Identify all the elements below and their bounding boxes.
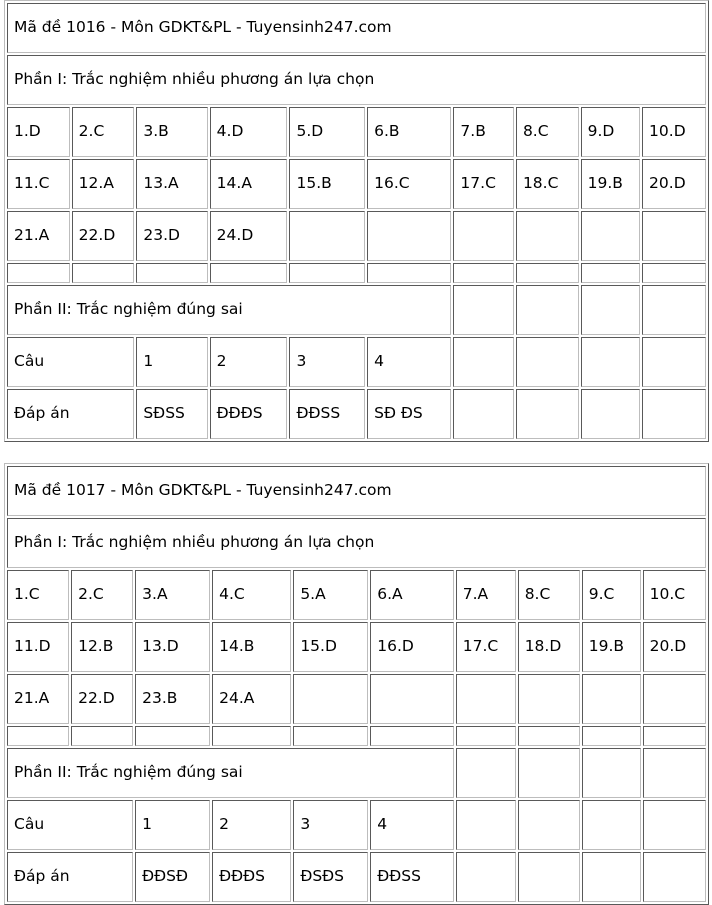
empty-cell	[453, 337, 514, 387]
empty-cell	[642, 389, 706, 439]
empty-cell	[642, 337, 706, 387]
true-false-answer: ĐĐSĐ	[135, 852, 210, 902]
empty-cell	[456, 748, 516, 798]
true-false-answer: ĐSĐS	[293, 852, 368, 902]
part2-label: Phần II: Trắc nghiệm đúng sai	[7, 748, 454, 798]
empty-cell	[643, 748, 706, 798]
answer-cell: 10.D	[642, 107, 706, 157]
empty-cell	[581, 337, 640, 387]
empty-cell	[518, 748, 580, 798]
true-false-answer: SĐ ĐS	[367, 389, 451, 439]
empty-cell	[453, 389, 514, 439]
part1-header-row	[7, 518, 706, 568]
empty-cell	[7, 263, 70, 283]
empty-cell	[518, 726, 580, 746]
answer-cell: 5.D	[289, 107, 365, 157]
answer-cell: 20.D	[643, 622, 706, 672]
answer-cell: 9.D	[581, 107, 640, 157]
part2-header-row	[7, 285, 706, 335]
answer-cell: 23.D	[136, 211, 207, 261]
answer-cell: 2.C	[71, 570, 133, 620]
answer-cell: 22.D	[72, 211, 135, 261]
empty-cell	[289, 263, 365, 283]
empty-cell	[516, 263, 579, 283]
answer-row	[7, 107, 706, 157]
table-title: Mã đề 1016 - Môn GDKT&PL - Tuyensinh247.com	[7, 3, 706, 53]
answer-cell	[367, 211, 451, 261]
answer-cell: 14.A	[210, 159, 288, 209]
answer-cell: 10.C	[643, 570, 706, 620]
part1-header-row	[7, 55, 706, 105]
empty-cell	[516, 285, 579, 335]
answer-cell: 12.A	[72, 159, 135, 209]
answer-cell: 17.C	[456, 622, 516, 672]
empty-cell	[643, 726, 706, 746]
title-row	[7, 466, 706, 516]
empty-cell	[453, 263, 514, 283]
answer-cell: 2.C	[72, 107, 135, 157]
empty-cell	[71, 726, 133, 746]
answer-cell: 23.B	[135, 674, 210, 724]
answer-cell: 15.B	[289, 159, 365, 209]
empty-cell	[456, 800, 516, 850]
empty-cell	[581, 263, 640, 283]
empty-cell	[210, 263, 288, 283]
question-label: Câu	[7, 800, 133, 850]
empty-cell	[135, 726, 210, 746]
answer-cell: 4.D	[210, 107, 288, 157]
empty-cell	[456, 726, 516, 746]
part1-label: Phần I: Trắc nghiệm nhiều phương án lựa chọn	[7, 518, 706, 568]
spacer-row	[7, 263, 706, 283]
answer-cell: 3.B	[136, 107, 207, 157]
answer-cell: 20.D	[642, 159, 706, 209]
answer-cell: 1.C	[7, 570, 69, 620]
answer-cell: 16.C	[367, 159, 451, 209]
answer-cell: 4.C	[212, 570, 291, 620]
answer-cell: 3.A	[135, 570, 210, 620]
answer-cell: 7.A	[456, 570, 516, 620]
answer-table-1016	[4, 0, 709, 442]
answer-cell: 5.A	[293, 570, 368, 620]
question-number: 4	[370, 800, 454, 850]
true-false-answer: ĐĐĐS	[212, 852, 291, 902]
true-false-answer: ĐĐSS	[370, 852, 454, 902]
empty-cell	[456, 852, 516, 902]
answer-label: Đáp án	[7, 389, 134, 439]
empty-cell	[136, 263, 207, 283]
answer-row	[7, 159, 706, 209]
answer-cell: 17.C	[453, 159, 514, 209]
answer-cell: 22.D	[71, 674, 133, 724]
question-number: 1	[135, 800, 210, 850]
answer-cell: 13.D	[135, 622, 210, 672]
answer-cell: 11.C	[7, 159, 70, 209]
empty-cell	[516, 337, 579, 387]
answer-cell: 6.A	[370, 570, 454, 620]
answer-cell: 11.D	[7, 622, 69, 672]
part1-label: Phần I: Trắc nghiệm nhiều phương án lựa chọn	[7, 55, 706, 105]
answer-cell: 6.B	[367, 107, 451, 157]
answer-cell	[642, 211, 706, 261]
empty-cell	[367, 263, 451, 283]
empty-cell	[582, 852, 641, 902]
empty-cell	[581, 389, 640, 439]
true-false-answer-row	[7, 852, 706, 902]
question-label: Câu	[7, 337, 134, 387]
answer-cell	[370, 674, 454, 724]
answer-table-1017	[4, 463, 709, 905]
answer-cell	[516, 211, 579, 261]
question-number: 2	[212, 800, 291, 850]
answer-cell: 18.C	[516, 159, 579, 209]
question-number: 4	[367, 337, 451, 387]
answer-cell: 1.D	[7, 107, 70, 157]
answer-cell	[582, 674, 641, 724]
empty-cell	[642, 263, 706, 283]
answer-cell	[643, 674, 706, 724]
answer-cell	[289, 211, 365, 261]
answer-row	[7, 674, 706, 724]
true-false-answer: SĐSS	[136, 389, 207, 439]
true-false-answer: ĐĐĐS	[210, 389, 288, 439]
answer-cell: 14.B	[212, 622, 291, 672]
empty-cell	[293, 726, 368, 746]
empty-cell	[581, 285, 640, 335]
answer-cell: 8.C	[518, 570, 580, 620]
question-row	[7, 337, 706, 387]
answer-cell	[581, 211, 640, 261]
answer-label: Đáp án	[7, 852, 133, 902]
empty-cell	[453, 285, 514, 335]
empty-cell	[7, 726, 69, 746]
true-false-answer-row	[7, 389, 706, 439]
title-row	[7, 3, 706, 53]
answer-cell: 8.C	[516, 107, 579, 157]
question-number: 3	[293, 800, 368, 850]
answer-row	[7, 622, 706, 672]
empty-cell	[516, 389, 579, 439]
answer-cell: 18.D	[518, 622, 580, 672]
empty-cell	[582, 748, 641, 798]
question-row	[7, 800, 706, 850]
answer-cell: 7.B	[453, 107, 514, 157]
empty-cell	[72, 263, 135, 283]
empty-cell	[212, 726, 291, 746]
empty-cell	[643, 800, 706, 850]
part2-label: Phần II: Trắc nghiệm đúng sai	[7, 285, 451, 335]
answer-cell: 12.B	[71, 622, 133, 672]
question-number: 2	[210, 337, 288, 387]
answer-cell: 21.A	[7, 674, 69, 724]
spacer-row	[7, 726, 706, 746]
empty-cell	[518, 852, 580, 902]
empty-cell	[370, 726, 454, 746]
empty-cell	[582, 726, 641, 746]
answer-row	[7, 570, 706, 620]
answer-cell	[456, 674, 516, 724]
answer-row	[7, 211, 706, 261]
answer-cell	[453, 211, 514, 261]
answer-cell: 21.A	[7, 211, 70, 261]
empty-cell	[642, 285, 706, 335]
answer-cell: 19.B	[581, 159, 640, 209]
question-number: 1	[136, 337, 207, 387]
answer-cell: 16.D	[370, 622, 454, 672]
answer-cell: 19.B	[582, 622, 641, 672]
part2-header-row	[7, 748, 706, 798]
empty-cell	[582, 800, 641, 850]
answer-cell: 15.D	[293, 622, 368, 672]
answer-cell: 24.D	[210, 211, 288, 261]
answer-cell	[518, 674, 580, 724]
empty-cell	[518, 800, 580, 850]
question-number: 3	[289, 337, 365, 387]
empty-cell	[643, 852, 706, 902]
answer-cell: 24.A	[212, 674, 291, 724]
true-false-answer: ĐĐSS	[289, 389, 365, 439]
table-title: Mã đề 1017 - Môn GDKT&PL - Tuyensinh247.com	[7, 466, 706, 516]
answer-cell: 13.A	[136, 159, 207, 209]
answer-cell	[293, 674, 368, 724]
answer-cell: 9.C	[582, 570, 641, 620]
